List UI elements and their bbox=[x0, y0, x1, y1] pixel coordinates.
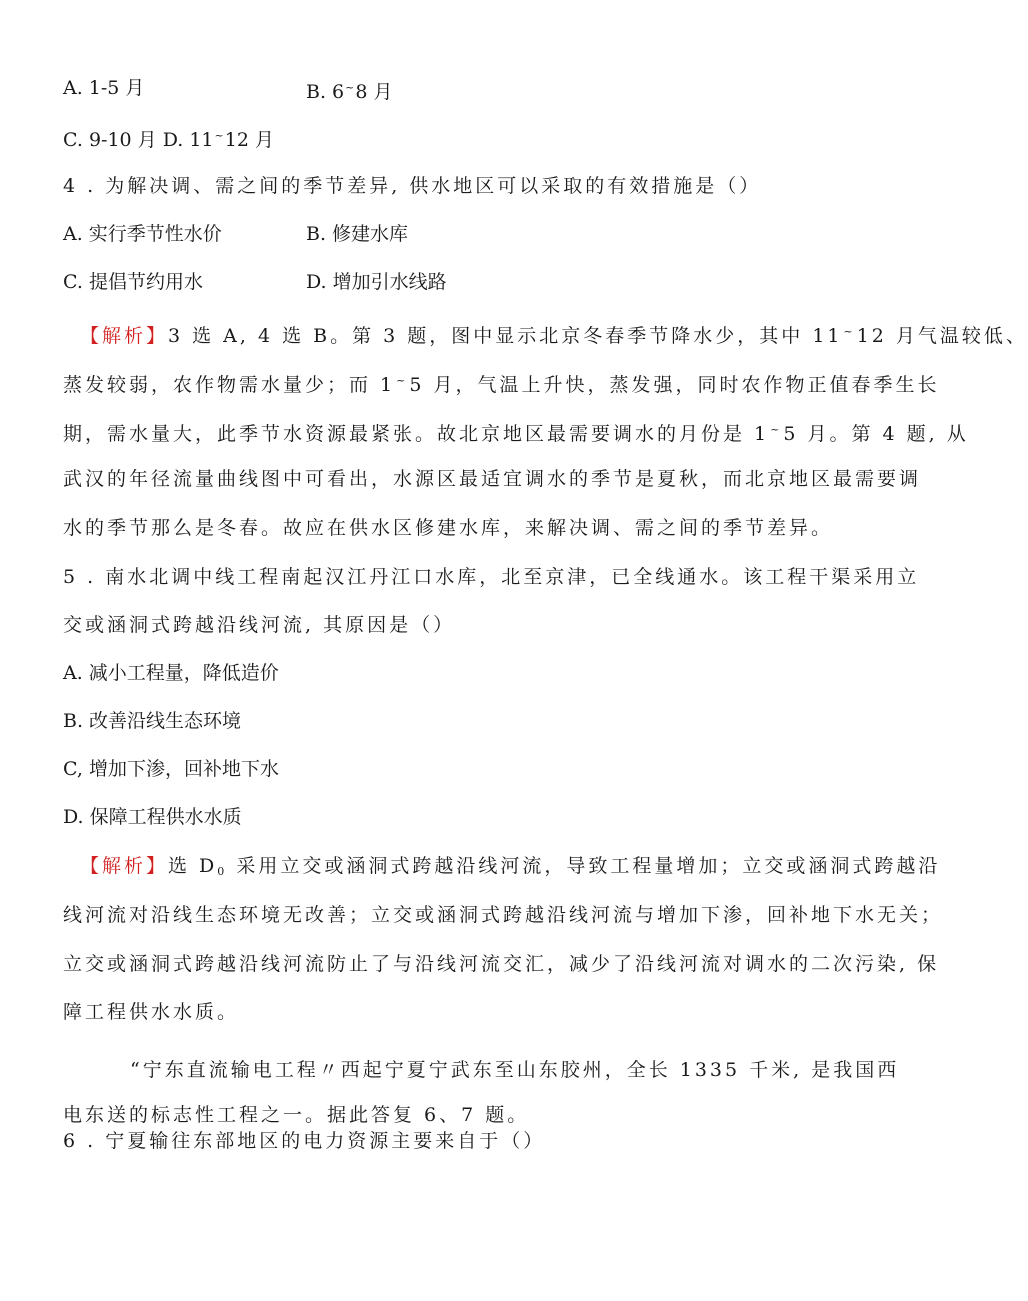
q6-stem: 6 . 宁夏输往东部地区的电力资源主要来自于（） bbox=[63, 1130, 546, 1152]
tilde: ~ bbox=[396, 374, 409, 387]
q3-option-b: B. 6~8 月 bbox=[306, 81, 393, 103]
tilde: ~ bbox=[843, 325, 856, 338]
passage-line2: 电东送的标志性工程之一。据此答复 6、7 题。 bbox=[63, 1104, 530, 1126]
analysis1-line2: 蒸发较弱，农作物需水量少；而 1~5 月，气温上升快，蒸发强，同时农作物正值春季生长 bbox=[63, 374, 940, 396]
analysis1-line4: 武汉的年径流量曲线图中可看出，水源区最适宜调水的季节是夏秋，而北京地区最需要调 bbox=[63, 468, 922, 490]
q4-stem: 4 . 为解决调、需之间的季节差异, 供水地区可以采取的有效措施是（） bbox=[63, 175, 762, 197]
q5-option-a: A. 减小工程量，降低造价 bbox=[63, 662, 279, 684]
q4-option-b: B. 修建水库 bbox=[306, 223, 409, 245]
q5-option-d: D. 保障工程供水水质 bbox=[63, 806, 242, 828]
tilde: ~ bbox=[345, 81, 355, 94]
q5-stem-line2: 交或涵洞式跨越沿线河流, 其原因是（） bbox=[63, 614, 456, 636]
q5-option-c: C, 增加下渗，回补地下水 bbox=[63, 758, 279, 780]
q5-option-b: B. 改善沿线生态环境 bbox=[63, 710, 242, 732]
analysis1-line5: 水的季节那么是冬春。故应在供水区修建水库，来解决调、需之间的季节差异。 bbox=[63, 517, 834, 539]
analysis-tag: 【解析】 bbox=[80, 325, 169, 347]
q4-option-d: D. 增加引水线路 bbox=[306, 271, 447, 293]
analysis2-line1: 【解析】选 $D_0$ 采用立交或涵洞式跨越沿线河流，导致工程量增加；立交或涵洞式跨越沿 bbox=[80, 855, 941, 878]
analysis2-line4: 障工程供水水质。 bbox=[63, 1001, 240, 1023]
analysis2-line3: 立交或涵洞式跨越沿线河流防止了与沿线河流交汇，减少了沿线河流对调水的二次污染, 保 bbox=[63, 953, 940, 975]
q3-option-cd: C. 9-10 月 D. 11~12 月 bbox=[63, 129, 274, 151]
analysis2-line2: 线河流对沿线生态环境无改善；立交或涵洞式跨越沿线河流与增加下渗，回补地下水无关； bbox=[63, 904, 944, 926]
tilde: ~ bbox=[770, 423, 783, 436]
q4-option-c: C. 提倡节约用水 bbox=[63, 271, 203, 293]
tilde: ~ bbox=[214, 129, 224, 142]
analysis-tag: 【解析】 bbox=[80, 855, 169, 877]
q4-option-a: A. 实行季节性水价 bbox=[63, 223, 222, 245]
q5-stem-line1: 5 . 南水北调中线工程南起汉江丹江口水库，北至京津，已全线通水。该工程干渠采用立 bbox=[63, 566, 920, 588]
analysis1-line3: 期，需水量大，此季节水资源最紧张。故北京地区最需要调水的月份是 1~5 月。第 4 题, 从 bbox=[63, 423, 969, 445]
passage-line1: “宁东直流输电工程〃西起宁夏宁武东至山东胶州，全长 1335 千米, 是我国西 bbox=[130, 1059, 900, 1081]
q3-option-a: A. 1-5 月 bbox=[63, 77, 145, 99]
analysis1-line1: 【解析】3 选 A, 4 选 B。第 3 题，图中显示北京冬春季节降水少，其中 11~12 月气温较低、 bbox=[80, 325, 1028, 347]
